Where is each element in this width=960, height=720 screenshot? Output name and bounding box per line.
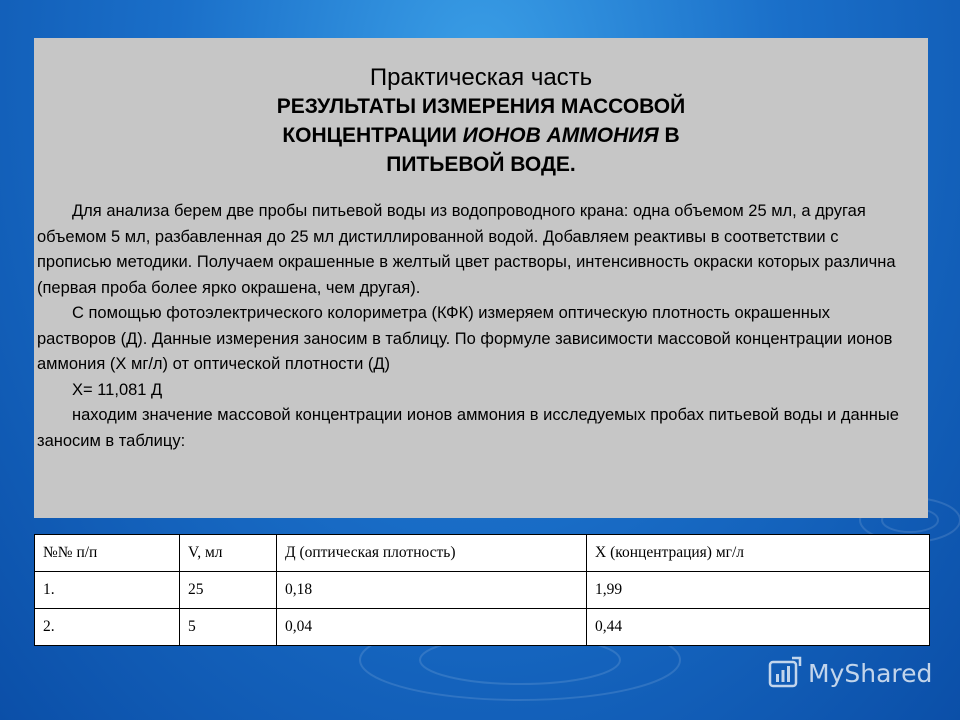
subtitle-line-2-a: КОНЦЕНТРАЦИИ [282, 124, 463, 147]
content-panel [34, 38, 928, 518]
table-row [35, 609, 930, 646]
cell-number: 2. [35, 609, 180, 646]
cell-volume: 5 [180, 609, 277, 646]
subtitle-line-1: РЕЗУЛЬТАТЫ ИЗМЕРЕНИЯ МАССОВОЙ [276, 95, 686, 118]
table-row [35, 572, 930, 609]
formula: Х= 11,081 Д [72, 380, 163, 399]
cell-number: 1. [35, 572, 180, 609]
cell-optical-density: 0,18 [277, 572, 587, 609]
paragraph-3: находим значение массовой концентрации ионов аммония в исследуемых пробах питьевой воды и данные заносим в таблицу: [37, 406, 899, 450]
cell-volume: 25 [180, 572, 277, 609]
cell-optical-density: 0,04 [277, 609, 587, 646]
table-header-row [35, 535, 930, 572]
heading-block [34, 64, 928, 179]
subtitle-line-2-emphasis: ИОНОВ АММОНИЯ [462, 124, 659, 147]
page-title: Практическая часть [369, 64, 593, 91]
watermark-text: MyShared [808, 658, 933, 688]
header-concentration: Х (концентрация) мг/л [587, 535, 930, 572]
subtitle-line-2-c: В [658, 124, 680, 147]
paragraph-2: С помощью фотоэлектрического колориметра (КФК) измеряем оптическую плотность окрашенных растворов (Д). Данные измерения заносим в таблицу. По формуле зависимости массовой концентрации ионов аммония (Х мг/л) от оптической плотности (Д) [37, 304, 893, 373]
cell-concentration: 0,44 [587, 609, 930, 646]
cell-concentration: 1,99 [587, 572, 930, 609]
header-volume: V, мл [180, 535, 277, 572]
subtitle-line-2 [34, 121, 928, 150]
header-number: №№ п/п [35, 535, 180, 572]
subtitle-line-3: ПИТЬЕВОЙ ВОДЕ. [386, 153, 576, 176]
myshared-logo-icon [768, 656, 802, 690]
paragraph-1: Для анализа берем две пробы питьевой воды из водопроводного крана: одна объемом 25 мл, а другая объемом 5 мл, разбавленная до 25 мл дистиллированной водой. Добавляем реактивы в соответствии с прописью методики. Получаем окрашенные в желтый цвет растворы, интенсивность окраски которых различна (первая проба более ярко окрашена, чем другая). [37, 202, 896, 297]
header-optical-density: Д (оптическая плотность) [277, 535, 587, 572]
results-table [34, 534, 930, 646]
body-text [37, 199, 907, 454]
watermark [768, 656, 932, 690]
